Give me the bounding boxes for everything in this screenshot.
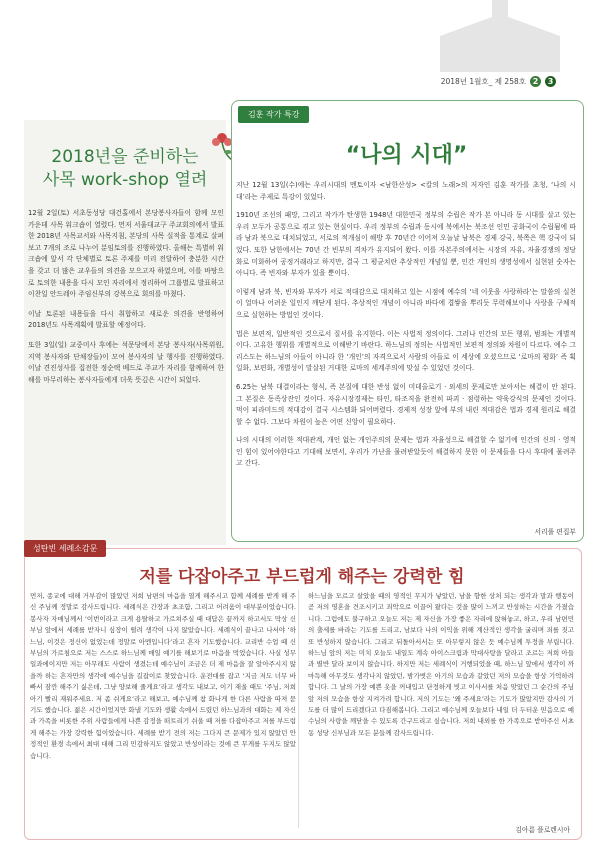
right-paragraph: 나의 시대의 이러한 적대관계, 개인 없는 개인주의의 문제는 법과 자율성으로 해결할 수 없기에 인간의 신의 · 영적인 힘이 있어야한다고 기대해 보면서, 우리가 가난을 물려받았듯이 해결하지 못한 이 문제들을 다시 후대에 물려주고 간다. bbox=[236, 436, 576, 468]
right-paragraph: 법은 보편적, 일반적인 것으로서 질서를 유지한다. 이는 사법적 정의이다. 그러나 인간의 모든 행위, 범죄는 개별적이다. 고유한 행위를 개별적으로 이해받기 바란다. 하느님의 정의는 사법적인 보편적 정의와 차원이 다르다. 예수 그리스도는 하느님의 아들이 아니라 한 ‘개인’의 자격으로서 사람의 아들로 이 세상에 오셨으므로 ‘로마의 평화’ 즉 획일화, 보편화, 개별성이 말살된 거대한 로마의 세계주의에 맞설 수 있었던 것이다. bbox=[236, 329, 576, 373]
left-title-line2: 사목 work-shop 열려 bbox=[42, 170, 208, 190]
right-article-title: “나의 시대” bbox=[345, 143, 468, 168]
left-paragraph: 이날 토론된 내용들을 다시 취합하고 새로운 의견을 반영하여 2018년도 사목계획에 발표할 예정이다. bbox=[28, 309, 224, 330]
column-divider bbox=[298, 590, 299, 828]
left-paragraph: 또한 3일(일) 교중미사 후에는 석문당에서 본당 봉사자(사목위원, 지역 봉사자와 단체장들)이 모여 봉사자의 날 행사를 진행하였다. 이날 견진성사를 집전한 정순택 베드로 주교가 자리를 함께하여 한 해를 마무리하는 봉사자들에게 더욱 뜻깊은 시간이 되었다. bbox=[28, 340, 224, 384]
lower-article-right-column: 하느님을 모르고 살았을 때의 영적인 무지가 낳았던, 남을 향한 상처 되는 생각과 말과 행동이 곧 저의 영혼을 견조시키고 죄악으로 이끌어 왔다는 것을 많이 느끼고 반성하는 시간을 가졌습니다. 그럼에도 불구하고 오늘도 저는 제 자신을 가장 좋은 자리에 앉혀놓고, 하고, 우리 남편민의 출세를 바라는 기도를 드리고, 남보다 나의 이익을 위해 계산적인 생각을 굴리며 죄를 짓고 또 반성하지 않습니다. 그리고 뒤돌아서서는 또 아무렇지 않은 듯 예수님께 투정을 부립니다. 하느님 앞의 저는 미치 오늘도 내일도 계속 아이스크림과 막대사탕을 달라고 조르는 저희 아들과 별반 달라 보이지 않습니다. 하지만 저는 세례식이 거행되었을 때, 하느님 앞에서 생각이 까마득해 아무것도 생각나지 않았던, 밤가벗은 아기의 모습과 같았던 저의 모습을 항상 기억하려 합니다. 그 날의 가장 예쁜 옷을 꺼내입고 단정하게 빗고 이사서를 처음 맞았던 그 순간의 주님 앞 저의 모습을 항상 지켜가려 합니다. 저의 기도는 ‘왜 주세요’라는 기도가 많았지만 감사의 기도를 더 많이 드리겠다고 다짐해봅니다. 그리고 예수님께 오늘보다 내일 더 두터운 믿음으로 예수님의 사랑을 깨닫을 수 있도록 간구드리고 싶습니다. 저희 내외를 한 가족으로 받아주신 서초동 성당 신부님과 모든 분들께 감사드립니다. bbox=[308, 592, 574, 737]
left-title-line1: 2018년을 준비하는 bbox=[51, 147, 199, 167]
right-article-body bbox=[236, 180, 576, 477]
lower-article-tab: 성탄빈 세례소감문 bbox=[24, 540, 106, 557]
church-watermark bbox=[400, 0, 600, 72]
left-article-body bbox=[28, 208, 224, 394]
issue-header bbox=[441, 76, 556, 87]
right-paragraph: 지난 12월 13일(수)에는 우리시대의 멘토이자 <남한산성> <칼의 노래>의 저자인 김훈 작가를 초청, ‘나의 시대’라는 주제로 특강이 있었다. bbox=[236, 181, 576, 201]
issue-text: 2018년 1월호_ 제 258호 bbox=[440, 77, 526, 86]
right-paragraph: 1910년 조선의 패망, 그리고 작가가 탄생한 1948년 대한민국 정부의 수립은 작가 본 아니라 동 시대를 살고 있는 우리 모두가 공통으로 겪고 있는 현실이다. 우리 정부의 수립과 동시에 북에서는 북조선 인민 공화국이 수립됨에 따라 남과 북으로 대치되었고, 서로의 적개심이 해방 후 70년간 이어져 오늘날 남북은 경제 강국, 북쪽은 핵 강국이 되었다. 또한 남한에서는 70년 간 빈부의 격차가 유지되어 왔다. 이를 자본주의에서는 시장의 자유, 자율경쟁의 정당화로 미화하여 공정거래라고 하지만, 결국 그 평균치란 추상적인 개념일 뿐, 인간 개인의 생명성에서 실현된 숫자는 아니다. 즉 빈자와 부자가 있을 뿐이다. bbox=[236, 211, 576, 278]
lower-article-title: 저를 다잡아주고 부드럽게 해주는 강력한 힘 bbox=[139, 567, 465, 587]
left-article-title bbox=[24, 146, 226, 192]
page-number-left: 2 bbox=[530, 76, 541, 87]
page-number-right: 3 bbox=[545, 76, 556, 87]
lower-article-left-column: 먼저, 종교에 대해 거부감이 많았던 저희 남편의 마음을 열게 해주시고 함께 세례를 받게 해 주신 주님께 정말로 감사드립니다. 세례식은 간장과 초조함, 그리고 어려움이 대부분이었습니다. 봉사자 자매님께서 ‘이번이라고 크게 용탈하고 가르쳐주실 때 대답은 끝까지 하고서도 막상 신부님 앞에서 세례를 받자니 심장이 떨려 생각이 나지 않았습니다. 세례식이 끝나고 나서야 ‘하느님, 이것은 정신이 없었는데 정말로 아멘입니다’라고 흔자 기도했습니다. 교리반 수업 때 신부님의 가르침으로 저는 스스로 하느님께 매일 예기를 해보기로 마음을 먹었습니다. 사실 성무일과에이지만 저는 아무래도 사람이 생겼는데 예수님이 조금은 더 제 마음을 잘 알아주시지 않을까 하는 흔자만의 생각에 예수님을 길잡이로 찾았습니다. 운전대를 잡고 ‘지금 저도 너무 바빠서 잠깐 해주기 싫은데, 그냥 양보해 줄게요’라고 생각도 내보고, 이기 재울 때도 ‘주님, 저희 아기 빨리 재워주세요. 저 좀 쉬게요’라고 해보고, 예수님께 참 화나게 한 다른 사람을 따져 묻기도 했습니다. 젊은 시간이었지만 화낼 기도와 생활 속에서 드렸던 하느님과의 대화는 제 자신과 가족을 비롯한 주위 사람들에게 나쁜 감정을 떠트리기 쉬울 때 저를 다잡아주고 저를 부드럽게 해주는 가장 강력한 힘이었습니다. 세례를 받기 전의 저는 그다지 큰 문제가 있지 않았던 안정적인 환경 속에서 최대 대해 그리 민감하지도 않았고 반성이라는 것에 큰 무게를 두지도 않았습니다. bbox=[30, 592, 296, 760]
lower-article-byline: 김아름 플로렌시아 bbox=[515, 826, 570, 834]
left-paragraph: 12월 2일(토) 서초동성당 대건홀에서 본당봉사자들이 함께 모인 가운데 사목 워크숍이 열렸다. 먼저 서울대교구 주교회의에서 발표한 2018년 사목교서와 사목지침, 본당의 사목 실적을 통계로 살펴보고 7개의 조로 나누어 분임토의를 진행하였다. 올해는 특별히 워크숍에 앞서 각 단체별로 토론 주제를 미리 전달하여 충분한 시간을 갖고 더 많은 교우들의 의견을 모으고자 하였으며, 이를 바탕으로 토의한 내용을 다시 모인 자리에서 정리하여 그룹별로 발표하고 이찬일 안드레아 주임신부의 강복으로 회의를 마쳤다. bbox=[28, 209, 224, 299]
right-paragraph: 6.25는 남북 대결이라는 형식, 즉 본질에 대한 반성 없이 미데올로기 · 외세의 문제로만 보아서는 해결이 안 된다. 그 본질은 동족상잔인 것이다. 자유시장경제는 타인, 타조직을 완전히 파괴 · 점령하는 약육강식의 문제인 것이다. 먹이 피라미드의 적대감이 결국 시스템화 되어버렸다. 경제적 성장 앞에 부의 내린 적대감은 법과 경제 원리로 해결할 수 없다. 그보다 차원이 높은 어떤 신앙이 필요하다. bbox=[236, 382, 576, 426]
right-article-byline: 서리풀 편집부 bbox=[534, 528, 576, 536]
right-paragraph: 이렇게 남과 북, 빈자와 부자가 서로 적대감으로 대치하고 있는 시점에 예수의 ‘네 이웃을 사랑하라’는 말씀의 실천이 얼마나 어려운 일인지 깨닫게 된다. 추상적인 개념이 아니라 바다에 겹쌓을 뿌리듯 무력해보이나 사랑을 구체적으로 실현하는 방법인 것이다. bbox=[236, 287, 576, 319]
right-article-tab: 김훈 작가 특강 bbox=[238, 106, 309, 123]
